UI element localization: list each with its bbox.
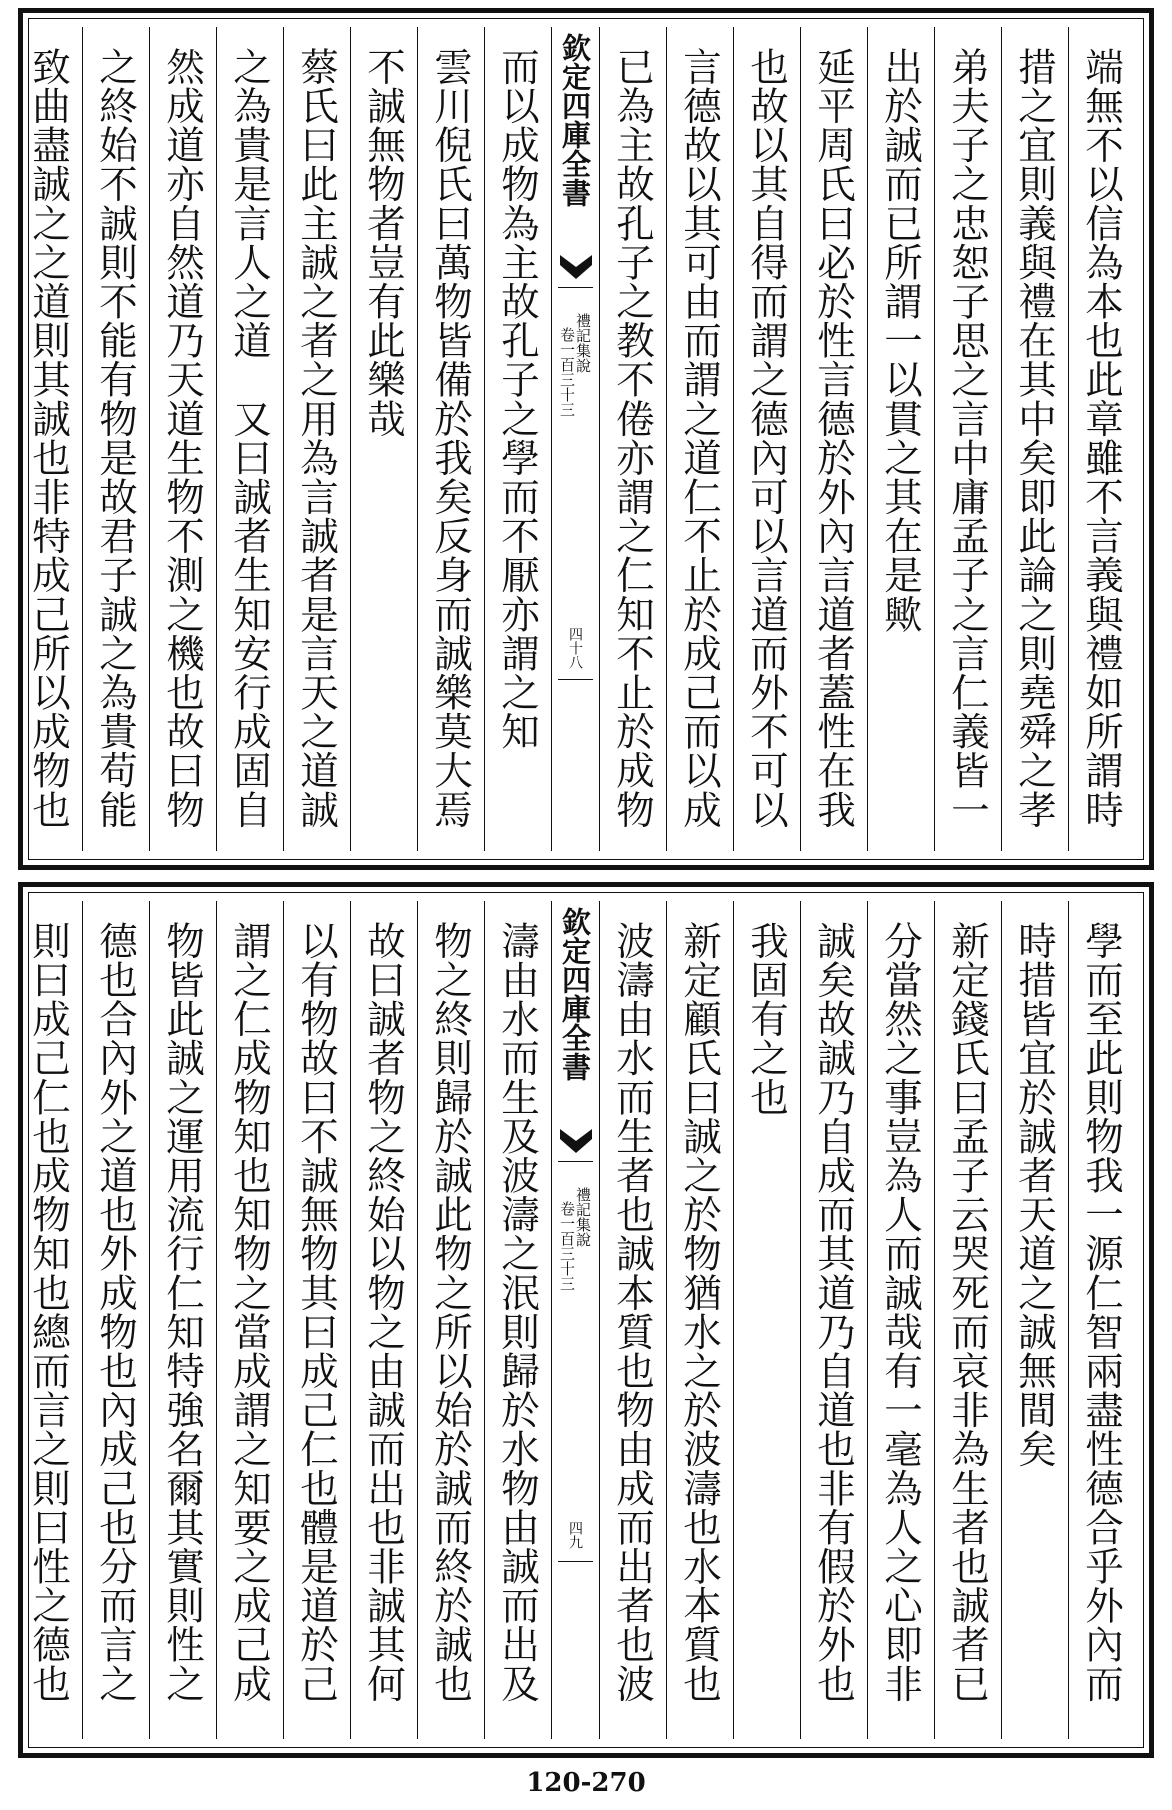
text-column: 弟夫子之忠恕子思之言中庸孟子之言仁義皆一 bbox=[934, 27, 1001, 851]
text-column: 謂之仁成物知也知物之當成謂之知要之成己成 bbox=[216, 901, 283, 1739]
fishtail-mark-icon bbox=[560, 1129, 592, 1155]
fishtail-mark-icon bbox=[560, 255, 592, 281]
text-column: 延平周氏曰必於性言德於外內言道者蓋性在我 bbox=[800, 27, 867, 851]
text-column: 物皆此誠之運用流行仁知特強名爾其實則性之 bbox=[149, 901, 216, 1739]
text-column: 之為貴是言人之道 又曰誠者生知安行成固自 bbox=[216, 27, 283, 851]
top-page-panel bbox=[18, 8, 1154, 870]
text-column: 學而至此則物我一源仁智兩盡性德合乎外內而 bbox=[1068, 901, 1135, 1739]
book-title: 禮記集說 bbox=[574, 313, 592, 373]
text-column: 蔡氏曰此主誠之者之用為言誠者是言天之道誠 bbox=[283, 27, 350, 851]
page-number: 120-270 bbox=[526, 1768, 646, 1798]
text-column: 不誠無物者豈有此樂哉 bbox=[350, 27, 417, 851]
text-column: 物之終則歸於誠此物之所以始於誠而終於誠也 bbox=[417, 901, 484, 1739]
text-column: 雲川倪氏曰萬物皆備於我矣反身而誠樂莫大焉 bbox=[417, 27, 484, 851]
text-column: 致曲盡誠之之道則其誠也非特成己所以成物也 bbox=[26, 47, 71, 829]
text-column: 濤由水而生及波濤之泯則歸於水物由誠而出及 bbox=[484, 901, 551, 1739]
text-column: 故曰誠者物之終始以物之由誠而出也非誠其何 bbox=[350, 901, 417, 1739]
text-column: 新定顧氏曰誠之於物猶水之於波濤也水本質也 bbox=[666, 901, 733, 1739]
margin-rule bbox=[558, 287, 593, 288]
bottom-page-columns bbox=[26, 901, 1135, 1739]
margin-rule bbox=[558, 679, 593, 680]
text-column: 出於誠而已所謂一以貫之其在是歟 bbox=[867, 27, 934, 851]
text-column: 我固有之也 bbox=[733, 901, 800, 1739]
text-column: 新定錢氏曰孟子云哭死而哀非為生者也誠者已 bbox=[934, 901, 1001, 1739]
center-margin-column bbox=[551, 901, 599, 1739]
bottom-page-panel bbox=[18, 882, 1154, 1758]
book-title: 禮記集說 bbox=[574, 1187, 592, 1247]
text-column: 以有物故曰不誠無物其曰成己仁也體是道於己 bbox=[283, 901, 350, 1739]
text-column: 措之宜則義與禮在其中矣即此論之則堯舜之孝 bbox=[1001, 27, 1068, 851]
text-column: 也故以其自得而謂之德內可以言道而外不可以 bbox=[733, 27, 800, 851]
text-column: 已為主故孔子之教不倦亦謂之仁知不止於成物 bbox=[599, 27, 666, 851]
text-column: 波濤由水而生者也誠本質也物由成而出者也波 bbox=[599, 901, 666, 1739]
juan-number: 卷一百三十三 bbox=[558, 1201, 576, 1291]
leaf-number: 四十八 bbox=[567, 627, 583, 669]
text-column: 然成道亦自然道乃天道生物不測之機也故曰物 bbox=[149, 27, 216, 851]
text-column: 德也合內外之道也外成物也內成己也分而言之 bbox=[82, 901, 149, 1739]
center-margin-column bbox=[551, 27, 599, 851]
text-column: 之終始不誠則不能有物是故君子誠之為貴苟能 bbox=[82, 27, 149, 851]
text-column: 言德故以其可由而謂之道仁不止於成己而以成 bbox=[666, 27, 733, 851]
margin-rule bbox=[558, 1161, 593, 1162]
top-page-columns bbox=[26, 27, 1135, 851]
juan-number: 卷一百三十三 bbox=[558, 327, 576, 417]
text-column: 端無不以信為本也此章雖不言義與禮如所謂時 bbox=[1068, 27, 1135, 851]
leaf-number: 四九 bbox=[567, 1521, 583, 1549]
collection-title: 欽定四庫全書 bbox=[558, 907, 592, 1081]
text-column: 而以成物為主故孔子之學而不厭亦謂之知 bbox=[484, 27, 551, 851]
text-column: 誠矣故誠乃自成而其道乃自道也非有假於外也 bbox=[800, 901, 867, 1739]
collection-title: 欽定四庫全書 bbox=[558, 33, 592, 207]
text-column: 則曰成己仁也成物知也總而言之則曰性之德也 bbox=[26, 921, 71, 1703]
text-column: 時措皆宜於誠者天道之誠無間矣 bbox=[1001, 901, 1068, 1739]
text-column: 分當然之事豈為人而誠哉有一毫為人之心即非 bbox=[867, 901, 934, 1739]
margin-rule bbox=[558, 1561, 593, 1562]
